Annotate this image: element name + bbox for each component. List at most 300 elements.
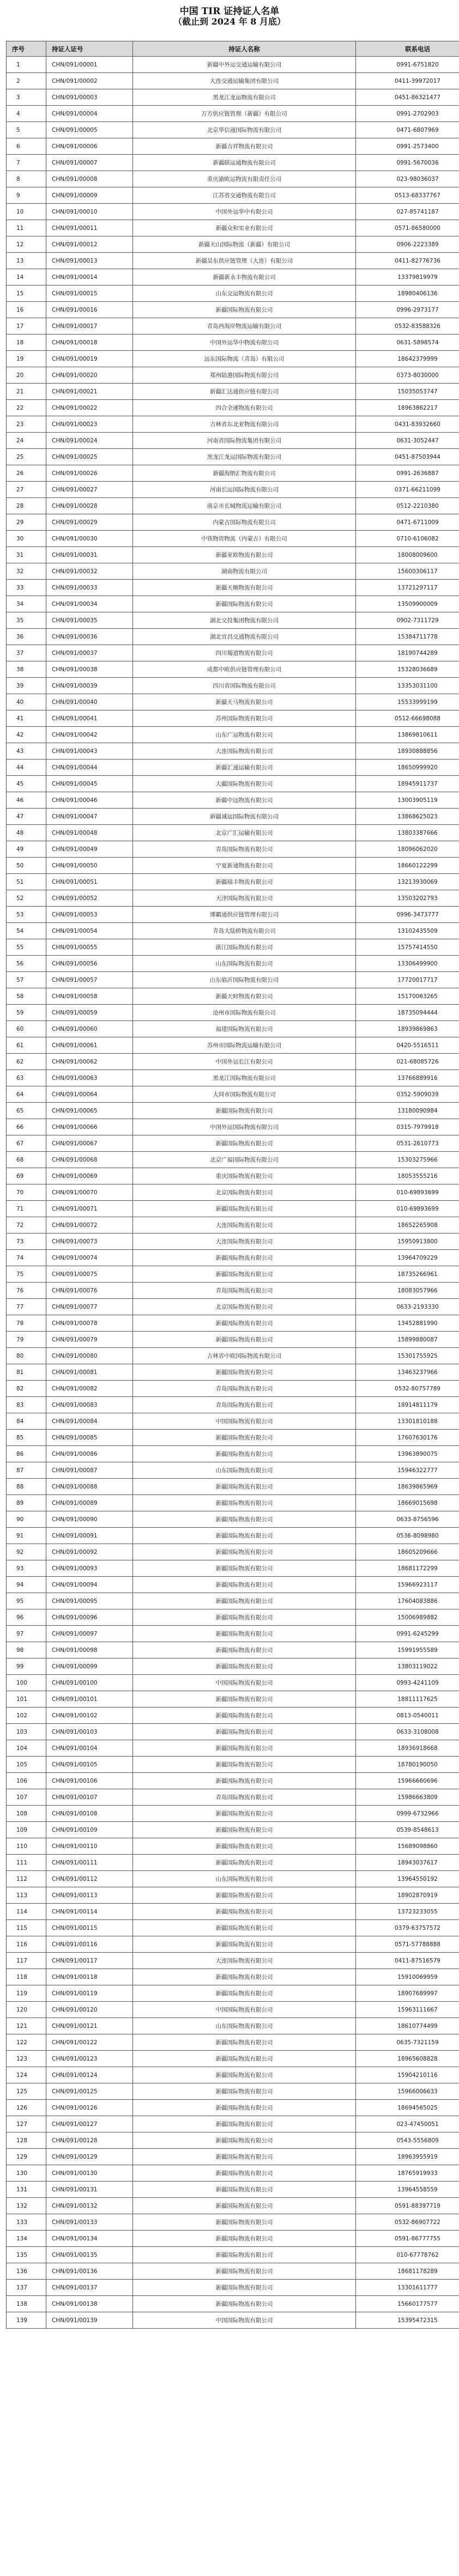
row-index: 138 [7, 2296, 46, 2312]
row-index: 128 [7, 2133, 46, 2149]
row-holder-name: 新疆国际物流有限公司 [133, 1560, 356, 1577]
row-certificate-number: CHN/091/00014 [46, 269, 133, 285]
row-holder-name: 新疆国际物流有限公司 [133, 2214, 356, 2231]
row-holder-name: 新疆国际物流有限公司 [133, 1446, 356, 1462]
row-holder-name: 重庆国际物流有限公司 [133, 1168, 356, 1184]
row-certificate-number: CHN/091/00133 [46, 2214, 133, 2231]
table-row [7, 1691, 459, 1708]
row-phone: 18945911737 [356, 776, 459, 792]
row-index: 49 [7, 841, 46, 858]
row-certificate-number: CHN/091/00137 [46, 2280, 133, 2296]
row-holder-name: 新疆国际物流有限公司 [133, 1691, 356, 1708]
table-row [7, 155, 459, 171]
row-phone: 0531-2610773 [356, 1135, 459, 1152]
row-phone: 18811117625 [356, 1691, 459, 1708]
row-index: 77 [7, 1299, 46, 1315]
row-holder-name: 新疆国际物流有限公司 [133, 2034, 356, 2051]
row-index: 8 [7, 171, 46, 187]
row-phone: 0543-5556809 [356, 2133, 459, 2149]
row-holder-name: 重庆渝欧运物流有限责任公司 [133, 171, 356, 187]
row-certificate-number: CHN/091/00039 [46, 678, 133, 694]
row-phone: 13301810188 [356, 1413, 459, 1430]
row-phone: 18936918668 [356, 1740, 459, 1757]
row-certificate-number: CHN/091/00082 [46, 1381, 133, 1397]
row-holder-name: 大连国际物流有限公司 [133, 1234, 356, 1250]
table-row [7, 2083, 459, 2100]
row-index: 118 [7, 1969, 46, 1985]
row-phone: 18660122299 [356, 858, 459, 874]
row-index: 135 [7, 2247, 46, 2263]
row-holder-name: 新疆国际物流有限公司 [133, 1609, 356, 1626]
row-index: 35 [7, 612, 46, 629]
row-certificate-number: CHN/091/00012 [46, 236, 133, 253]
row-phone: 15899880087 [356, 1332, 459, 1348]
row-holder-name: 新疆联运通物流有限公司 [133, 155, 356, 171]
row-index: 100 [7, 1675, 46, 1691]
row-certificate-number: CHN/091/00103 [46, 1724, 133, 1740]
row-index: 42 [7, 727, 46, 743]
row-index: 109 [7, 1822, 46, 1838]
table-row [7, 743, 459, 760]
row-index: 108 [7, 1806, 46, 1822]
row-holder-name: 青岛西海岸物流运输有限公司 [133, 318, 356, 335]
row-index: 16 [7, 302, 46, 318]
row-holder-name: 新疆众和实业有限公司 [133, 220, 356, 236]
row-phone: 0906-2223389 [356, 236, 459, 253]
row-certificate-number: CHN/091/00081 [46, 1364, 133, 1381]
row-holder-name: 大疆国际物流有限公司 [133, 776, 356, 792]
table-row [7, 1773, 459, 1789]
row-certificate-number: CHN/091/00016 [46, 302, 133, 318]
row-holder-name: 天津国际物流有限公司 [133, 890, 356, 907]
row-index: 7 [7, 155, 46, 171]
row-index: 90 [7, 1511, 46, 1528]
row-holder-name: 山东广运物流有限公司 [133, 727, 356, 743]
table-row [7, 514, 459, 531]
row-phone: 13963890075 [356, 1446, 459, 1462]
table-row [7, 1005, 459, 1021]
row-certificate-number: CHN/091/00038 [46, 661, 133, 678]
table-row [7, 220, 459, 236]
row-holder-name: 新疆国际物流有限公司 [133, 1577, 356, 1593]
table-row [7, 1511, 459, 1528]
row-holder-name: 浙江国际物流有限公司 [133, 939, 356, 956]
row-phone: 0571-86580000 [356, 220, 459, 236]
row-index: 48 [7, 825, 46, 841]
table-row [7, 302, 459, 318]
row-holder-name: 四川省国际物流有限公司 [133, 678, 356, 694]
row-index: 6 [7, 138, 46, 155]
row-certificate-number: CHN/091/00021 [46, 384, 133, 400]
table-row [7, 1119, 459, 1135]
row-phone: 13306499900 [356, 956, 459, 972]
row-index: 112 [7, 1871, 46, 1887]
row-index: 24 [7, 433, 46, 449]
table-row [7, 171, 459, 187]
row-index: 68 [7, 1152, 46, 1168]
row-holder-name: 山东临沂国际物流有限公司 [133, 972, 356, 988]
row-certificate-number: CHN/091/00130 [46, 2165, 133, 2182]
row-holder-name: 新疆天山国际物流（新疆）有限公司 [133, 236, 356, 253]
table-row [7, 1593, 459, 1609]
row-index: 102 [7, 1708, 46, 1724]
row-index: 71 [7, 1201, 46, 1217]
row-certificate-number: CHN/091/00056 [46, 956, 133, 972]
row-index: 40 [7, 694, 46, 710]
row-index: 67 [7, 1135, 46, 1152]
row-phone: 13463237966 [356, 1364, 459, 1381]
table-row [7, 1757, 459, 1773]
row-certificate-number: CHN/091/00049 [46, 841, 133, 858]
row-holder-name: 新疆中远物流有限公司 [133, 792, 356, 809]
row-phone: 0315-7979918 [356, 1119, 459, 1135]
row-index: 10 [7, 204, 46, 220]
table-row [7, 433, 459, 449]
row-certificate-number: CHN/091/00008 [46, 171, 133, 187]
row-index: 33 [7, 580, 46, 596]
table-row [7, 89, 459, 106]
table-row [7, 858, 459, 874]
row-holder-name: 新疆中外运交通运输有限公司 [133, 57, 356, 73]
row-phone: 13964558559 [356, 2182, 459, 2198]
row-phone: 15910069959 [356, 1969, 459, 1985]
table-row [7, 2182, 459, 2198]
row-holder-name: 中国国际物流有限公司 [133, 2312, 356, 2329]
row-holder-name: 新疆国际物流有限公司 [133, 1658, 356, 1675]
row-holder-name: 新疆国际物流有限公司 [133, 2231, 356, 2247]
table-row [7, 972, 459, 988]
row-phone: 18669015698 [356, 1495, 459, 1511]
row-index: 55 [7, 939, 46, 956]
row-certificate-number: CHN/091/00101 [46, 1691, 133, 1708]
row-phone: 0512-66698088 [356, 710, 459, 727]
row-phone: 0813-0540011 [356, 1708, 459, 1724]
row-index: 18 [7, 335, 46, 351]
table-row [7, 1070, 459, 1086]
table-row [7, 1184, 459, 1201]
table-row [7, 760, 459, 776]
table-row [7, 2100, 459, 2116]
row-certificate-number: CHN/091/00041 [46, 710, 133, 727]
row-phone: 15660177577 [356, 2296, 459, 2312]
row-phone: 0451-87503944 [356, 449, 459, 465]
row-holder-name: 新疆国际物流有限公司 [133, 1544, 356, 1560]
row-holder-name: 新疆国际物流有限公司 [133, 1838, 356, 1855]
table-row [7, 1708, 459, 1724]
row-certificate-number: CHN/091/00093 [46, 1560, 133, 1577]
row-certificate-number: CHN/091/00023 [46, 416, 133, 433]
table-row [7, 1446, 459, 1462]
row-phone: 0411-82776736 [356, 253, 459, 269]
row-holder-name: 新疆国际物流有限公司 [133, 1887, 356, 1904]
row-certificate-number: CHN/091/00059 [46, 1005, 133, 1021]
row-phone: 18642379999 [356, 351, 459, 367]
row-certificate-number: CHN/091/00104 [46, 1740, 133, 1757]
row-index: 123 [7, 2051, 46, 2067]
row-index: 119 [7, 1985, 46, 2002]
table-row [7, 1675, 459, 1691]
row-holder-name: 新疆瑞丰物流有限公司 [133, 874, 356, 890]
row-phone: 023-47450051 [356, 2116, 459, 2133]
row-index: 70 [7, 1184, 46, 1201]
row-index: 1 [7, 57, 46, 73]
row-certificate-number: CHN/091/00019 [46, 351, 133, 367]
row-holder-name: 中国国际物流有限公司 [133, 2002, 356, 2018]
row-certificate-number: CHN/091/00107 [46, 1789, 133, 1806]
row-holder-name: 大连交通运输集团有限公司 [133, 73, 356, 89]
row-holder-name: 新疆国际物流有限公司 [133, 1593, 356, 1609]
row-holder-name: 新疆海纳汇物流有限公司 [133, 465, 356, 482]
row-phone: 0631-5898574 [356, 335, 459, 351]
row-index: 28 [7, 498, 46, 514]
row-holder-name: 新疆新永丰物流有限公司 [133, 269, 356, 285]
row-certificate-number: CHN/091/00113 [46, 1887, 133, 1904]
row-certificate-number: CHN/091/00073 [46, 1234, 133, 1250]
row-holder-name: 新疆国际物流有限公司 [133, 1920, 356, 1936]
row-phone: 0411-39972017 [356, 73, 459, 89]
row-phone: 18008009600 [356, 547, 459, 563]
row-index: 60 [7, 1021, 46, 1037]
row-index: 27 [7, 482, 46, 498]
row-holder-name: 远东国际物流（青岛）有限公司 [133, 351, 356, 367]
table-row [7, 1315, 459, 1332]
row-holder-name: 新疆国际物流有限公司 [133, 2100, 356, 2116]
row-index: 41 [7, 710, 46, 727]
table-row [7, 727, 459, 743]
row-holder-name: 新疆国际物流有限公司 [133, 1511, 356, 1528]
row-holder-name: 青岛大陆桥物流有限公司 [133, 923, 356, 939]
table-row [7, 2214, 459, 2231]
row-holder-name: 新疆国际物流有限公司 [133, 1985, 356, 2002]
row-certificate-number: CHN/091/00075 [46, 1266, 133, 1283]
table-row [7, 1201, 459, 1217]
row-index: 45 [7, 776, 46, 792]
row-holder-name: 青岛国际物流有限公司 [133, 1381, 356, 1397]
table-row [7, 1985, 459, 2002]
row-index: 61 [7, 1037, 46, 1054]
row-certificate-number: CHN/091/00120 [46, 2002, 133, 2018]
row-phone: 13723233055 [356, 1904, 459, 1920]
table-row [7, 792, 459, 809]
row-certificate-number: CHN/091/00048 [46, 825, 133, 841]
table-row [7, 923, 459, 939]
row-holder-name: 新疆国际物流有限公司 [133, 2280, 356, 2296]
row-holder-name: 新疆天马物流有限公司 [133, 694, 356, 710]
row-phone: 0536-8098980 [356, 1528, 459, 1544]
row-phone: 0471-6711009 [356, 514, 459, 531]
row-phone: 0633-8756596 [356, 1511, 459, 1528]
row-certificate-number: CHN/091/00061 [46, 1037, 133, 1054]
table-row [7, 1479, 459, 1495]
row-index: 32 [7, 563, 46, 580]
row-index: 104 [7, 1740, 46, 1757]
row-phone: 0451-86321477 [356, 89, 459, 106]
row-holder-name: 新疆国际物流有限公司 [133, 1757, 356, 1773]
row-holder-name: 新疆国际物流有限公司 [133, 1904, 356, 1920]
row-index: 91 [7, 1528, 46, 1544]
row-phone: 0539-8548613 [356, 1822, 459, 1838]
row-phone: 0532-83588326 [356, 318, 459, 335]
row-index: 19 [7, 351, 46, 367]
row-index: 122 [7, 2034, 46, 2051]
row-holder-name: 大连国际物流有限公司 [133, 1953, 356, 1969]
row-phone: 17720017717 [356, 972, 459, 988]
row-index: 9 [7, 187, 46, 204]
row-phone: 0633-2193330 [356, 1299, 459, 1315]
row-holder-name: 苏州国际物流有限公司 [133, 710, 356, 727]
row-phone: 18939869863 [356, 1021, 459, 1037]
row-certificate-number: CHN/091/00070 [46, 1184, 133, 1201]
row-phone: 0471-6807969 [356, 122, 459, 138]
row-holder-name: 湖南物流有限公司 [133, 563, 356, 580]
row-certificate-number: CHN/091/00065 [46, 1103, 133, 1119]
table-row [7, 498, 459, 514]
row-certificate-number: CHN/091/00051 [46, 874, 133, 890]
row-holder-name: 吉林省东北亚物流有限公司 [133, 416, 356, 433]
row-index: 89 [7, 1495, 46, 1511]
row-certificate-number: CHN/091/00089 [46, 1495, 133, 1511]
table-row [7, 1822, 459, 1838]
table-row [7, 1413, 459, 1430]
row-holder-name: 中国国际物流有限公司 [133, 1413, 356, 1430]
row-phone: 0532-80757789 [356, 1381, 459, 1397]
row-index: 133 [7, 2214, 46, 2231]
row-index: 113 [7, 1887, 46, 1904]
table-row [7, 1283, 459, 1299]
row-phone: 15035053747 [356, 384, 459, 400]
table-row [7, 269, 459, 285]
table-row [7, 449, 459, 465]
row-index: 54 [7, 923, 46, 939]
row-phone: 0431-83932660 [356, 416, 459, 433]
row-phone: 13180090984 [356, 1103, 459, 1119]
row-phone: 13003905119 [356, 792, 459, 809]
row-index: 46 [7, 792, 46, 809]
row-holder-name: 中国国际物流有限公司 [133, 1675, 356, 1691]
row-certificate-number: CHN/091/00033 [46, 580, 133, 596]
row-phone: 15328036689 [356, 661, 459, 678]
row-index: 85 [7, 1430, 46, 1446]
row-index: 72 [7, 1217, 46, 1234]
row-index: 66 [7, 1119, 46, 1135]
row-index: 78 [7, 1315, 46, 1332]
row-phone: 0993-4241109 [356, 1675, 459, 1691]
row-index: 36 [7, 629, 46, 645]
header-holder-name: 持证人名称 [133, 41, 356, 57]
row-certificate-number: CHN/091/00125 [46, 2083, 133, 2100]
row-certificate-number: CHN/091/00118 [46, 1969, 133, 1985]
table-row [7, 2002, 459, 2018]
row-index: 31 [7, 547, 46, 563]
row-index: 92 [7, 1544, 46, 1560]
row-phone: 18652265908 [356, 1217, 459, 1234]
row-index: 11 [7, 220, 46, 236]
row-holder-name: 中国外运长江有限公司 [133, 1054, 356, 1070]
row-holder-name: 福建国际物流有限公司 [133, 1021, 356, 1037]
row-holder-name: 新疆国际物流有限公司 [133, 1364, 356, 1381]
row-phone: 13509900009 [356, 596, 459, 612]
row-index: 58 [7, 988, 46, 1005]
row-index: 50 [7, 858, 46, 874]
row-phone: 13803119022 [356, 1658, 459, 1675]
table-row [7, 1920, 459, 1936]
row-index: 79 [7, 1332, 46, 1348]
row-holder-name: 新疆汇通运输有限公司 [133, 760, 356, 776]
row-phone: 18902870919 [356, 1887, 459, 1904]
row-certificate-number: CHN/091/00060 [46, 1021, 133, 1037]
row-index: 37 [7, 645, 46, 661]
row-index: 44 [7, 760, 46, 776]
row-index: 114 [7, 1904, 46, 1920]
table-row [7, 776, 459, 792]
row-certificate-number: CHN/091/00001 [46, 57, 133, 73]
row-certificate-number: CHN/091/00005 [46, 122, 133, 138]
table-row [7, 1838, 459, 1855]
row-phone: 0352-5909039 [356, 1086, 459, 1103]
row-phone: 18650999920 [356, 760, 459, 776]
row-holder-name: 新疆国际物流有限公司 [133, 1430, 356, 1446]
row-phone: 13766889916 [356, 1070, 459, 1086]
row-certificate-number: CHN/091/00109 [46, 1822, 133, 1838]
row-phone: 15170063265 [356, 988, 459, 1005]
row-index: 39 [7, 678, 46, 694]
row-index: 117 [7, 1953, 46, 1969]
row-index: 43 [7, 743, 46, 760]
row-holder-name: 万方供应链管理（新疆）有限公司 [133, 106, 356, 122]
row-certificate-number: CHN/091/00094 [46, 1577, 133, 1593]
row-phone: 0996-3473777 [356, 907, 459, 923]
row-holder-name: 成都中欧供应链管理有限公司 [133, 661, 356, 678]
table-row [7, 547, 459, 563]
table-row [7, 2165, 459, 2182]
row-index: 47 [7, 809, 46, 825]
row-certificate-number: CHN/091/00030 [46, 531, 133, 547]
table-row [7, 596, 459, 612]
row-holder-name: 四合全速物流有限公司 [133, 400, 356, 416]
row-holder-name: 新疆国际物流有限公司 [133, 1201, 356, 1217]
row-index: 21 [7, 384, 46, 400]
row-index: 62 [7, 1054, 46, 1070]
holder-table [6, 41, 459, 2329]
row-index: 29 [7, 514, 46, 531]
table-row [7, 988, 459, 1005]
row-certificate-number: CHN/091/00057 [46, 972, 133, 988]
row-phone: 13803387666 [356, 825, 459, 841]
row-certificate-number: CHN/091/00002 [46, 73, 133, 89]
row-index: 2 [7, 73, 46, 89]
row-index: 14 [7, 269, 46, 285]
row-phone: 13379819979 [356, 269, 459, 285]
table-row [7, 1855, 459, 1871]
row-holder-name: 湖北交投集团物流有限公司 [133, 612, 356, 629]
row-phone: 0379-63757572 [356, 1920, 459, 1936]
row-index: 126 [7, 2100, 46, 2116]
row-holder-name: 新疆国际物流有限公司 [133, 1266, 356, 1283]
row-holder-name: 北京国际物流有限公司 [133, 1184, 356, 1201]
row-certificate-number: CHN/091/00087 [46, 1462, 133, 1479]
row-certificate-number: CHN/091/00024 [46, 433, 133, 449]
row-holder-name: 新疆国际物流有限公司 [133, 1642, 356, 1658]
row-holder-name: 新疆国际物流有限公司 [133, 2149, 356, 2165]
row-holder-name: 新疆国际物流有限公司 [133, 302, 356, 318]
row-certificate-number: CHN/091/00025 [46, 449, 133, 465]
row-index: 57 [7, 972, 46, 988]
row-index: 116 [7, 1936, 46, 1953]
row-phone: 15689098860 [356, 1838, 459, 1855]
row-certificate-number: CHN/091/00108 [46, 1806, 133, 1822]
row-index: 101 [7, 1691, 46, 1708]
row-index: 12 [7, 236, 46, 253]
